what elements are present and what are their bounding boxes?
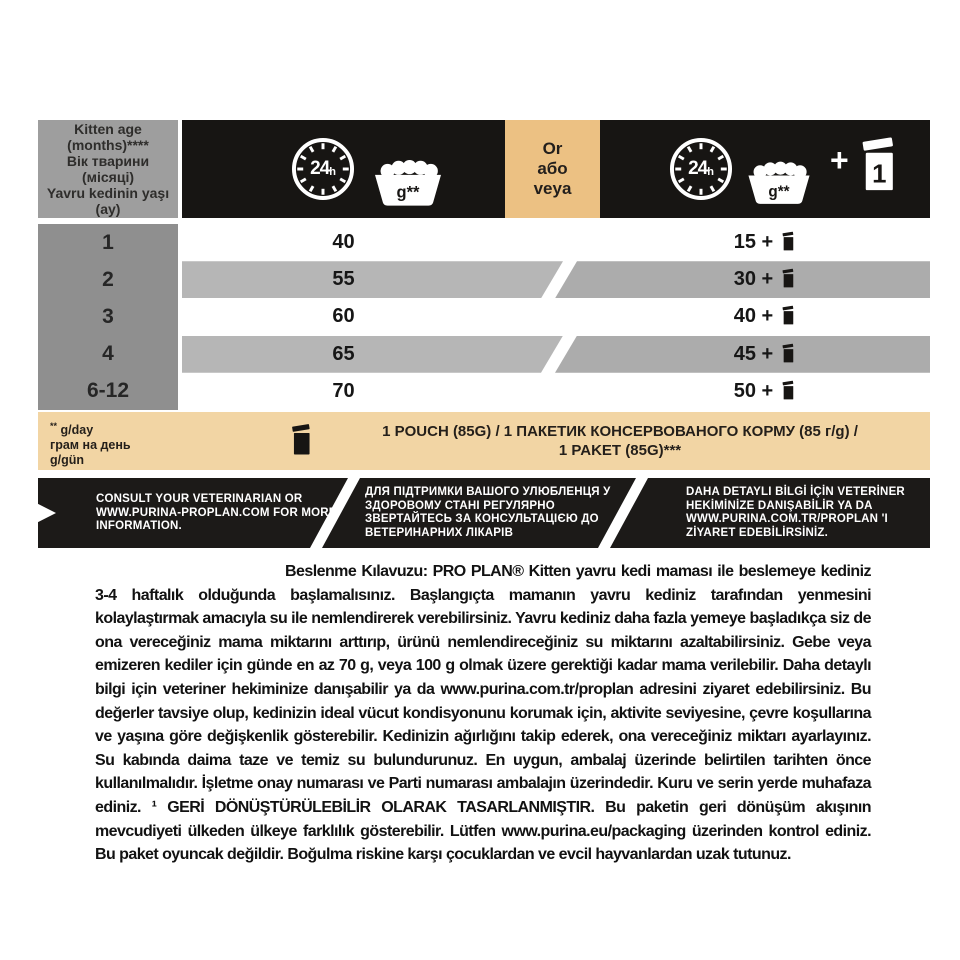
footnote-marks: ** (50, 421, 58, 431)
dry-grams-value: 70 (332, 379, 355, 402)
age-header-line: (місяці) (81, 169, 135, 185)
pouch-icon (780, 268, 796, 289)
table-row (182, 336, 930, 373)
dry-food-header (182, 120, 505, 218)
combo-grams-value (600, 336, 930, 373)
combo-grams-label: 40 + (733, 305, 774, 328)
dry-grams-value: 60 (332, 305, 355, 328)
pouch-icon (780, 305, 796, 326)
table-row (182, 224, 930, 261)
pouch-icon (780, 231, 796, 252)
age-cell: 1 (102, 230, 114, 254)
pouch-icon (855, 136, 901, 194)
combo-grams-value (600, 298, 930, 335)
age-header-line: Вік тварини (66, 153, 150, 169)
unit-uk: грам на день (50, 438, 131, 453)
pouch-icon (780, 343, 796, 364)
age-column-header (38, 120, 178, 218)
pouch-icon (288, 423, 314, 457)
age-header-line: Kitten age (74, 121, 142, 137)
combo-grams-label: 50 + (733, 379, 774, 402)
bowl-grams-label: g** (768, 183, 790, 201)
banner-text-en: CONSULT YOUR VETERINARIAN OR WWW.PURINA-PROPLAN.COM FOR MORE INFORMATION. (96, 492, 337, 532)
combo-grams-value (600, 261, 930, 298)
paragraph-lead: Beslenme Kılavuzu: (285, 563, 428, 580)
veterinarian-banner (38, 478, 930, 548)
age-header-line: Yavru kedinin yaşı (46, 185, 170, 201)
food-bowl-icon (364, 156, 452, 208)
dry-grams-value: 55 (332, 268, 355, 291)
table-row (182, 298, 930, 335)
age-cell: 2 (102, 267, 114, 291)
dry-grams-value: 40 (332, 231, 355, 254)
combo-grams-label: 15 + (733, 231, 774, 254)
banner-text-uk: ДЛЯ ПІДТРИМКИ ВАШОГО УЛЮБЛЕНЦЯ У ЗДОРОВОМУ СТАНІ РЕГУЛЯРНО ЗВЕРТАЙТЕСЬ ЗА КОНСУЛЬТАЦІЄЮ ДО ВЕТЕРИНАРНИХ ЛІКАРІВ (365, 486, 611, 539)
banner-text-tr: DAHA DETAYLI BİLGİ İÇİN VETERİNER HEKİMİNİZE DANIŞABİLİR YA DA WWW.PURINA.COM.TR/PROPLAN 'I ZİYARET EDEBİLİRSİNİZ. (686, 486, 905, 539)
or-line-uk: або (537, 159, 568, 178)
pouch-footnote-line2: 1 PAKET (85G)*** (558, 442, 682, 459)
pouch-count-label: 1 (871, 160, 887, 189)
feeding-guide-paragraph (95, 560, 871, 867)
unit-en: g/day (60, 423, 94, 438)
pouch-icon (780, 380, 796, 401)
feeding-table-body (182, 224, 930, 410)
clock-label: 24 h (310, 158, 336, 179)
combo-grams-label: 30 + (733, 268, 774, 291)
food-bowl-icon (738, 158, 820, 206)
dry-grams-value: 65 (332, 342, 355, 365)
clock-24h-icon (290, 136, 356, 202)
age-cell: 6-12 (86, 379, 130, 403)
or-line-tr: veya (533, 179, 572, 198)
combo-food-header (600, 120, 930, 218)
unit-tr: g/gün (50, 453, 85, 468)
bowl-grams-label: g** (396, 183, 420, 202)
age-column (38, 224, 178, 410)
table-row (182, 261, 930, 298)
clock-24h-icon (668, 136, 734, 202)
pouch-footnote (320, 422, 920, 460)
clock-label: 24 h (688, 158, 714, 179)
paragraph-body: PRO PLAN® Kitten yavru kedi maması ile beslemeye kediniz 3-4 haftalık olduğunda başlamalısınız. Başlangıçta mamanın yavru kediniz tarafından yenmesini kolaylaştırmak amacıyla su ile nemlendirerek verebilirsiniz. Yavru kediniz daha fazla yemeye başladıkça siz de ona vereceğiniz mama miktarını arttırıp, ürünü nemlendireceğiniz su miktarını azaltabilirsiniz. Gebe veya emizeren kediler için günde en az 70 g, veya 100 g olmak üzere gerektiği kadar mama verilebilir. Daha detaylı bilgi için veteriner hekiminize danışabilir ya da www.purina.com.tr/proplan adresini ziyaret edebilirsiniz. Bu değerler tavsiye olup, kedinizin ideal vücut kondisyonunu korumak için, aktivite seviyesine, çevre koşullarına ve yaşına göre değişkenlik gösterebilir. Kedinizin ağırlığını takip ederek, ona vereceğiniz miktarı ayarlayınız. Su kabında daima taze ve temiz su bulundurunuz. En uygun, ambalaj üzerinde belirtilen tarihten önce kullanılmalıdır. İşletme onay numarası ve Parti numarası ambalajın üzerindedir. Kuru ve serin yerde muhafaza ediniz. ¹ GERİ DÖNÜŞTÜRÜLEBİLİR OLARAK TASARLANMIŞTIR. Bu paketin geri dönüşüm akışının mevcudiyeti ülkeden ülkeye farklılık gösterebilir. Lütfen www.purina.eu/packaging üzerinden kontrol ediniz. Bu paket oyuncak değildir. Boğulma riskine karşı çocuklardan ve evcil hayvanlardan uzak tutunuz. (95, 563, 871, 864)
age-cell: 4 (102, 342, 114, 366)
combo-grams-value (600, 224, 930, 261)
or-line-en: Or (542, 139, 563, 158)
footnote-bar (38, 412, 930, 470)
age-header-line: (months)**** (67, 137, 149, 153)
combo-grams-label: 45 + (733, 342, 774, 365)
plus-sign: + (830, 141, 849, 178)
or-column-header (505, 120, 600, 218)
pouch-footnote-line1: 1 POUCH (85G) / 1 ПАКЕТИК КОНСЕРВОВАНОГО КОРМУ (85 г/g) / (382, 423, 858, 440)
combo-grams-value (600, 373, 930, 410)
table-row (182, 373, 930, 410)
age-cell: 3 (102, 305, 114, 328)
units-footnote (50, 419, 131, 468)
age-header-line: (ay) (95, 201, 121, 217)
